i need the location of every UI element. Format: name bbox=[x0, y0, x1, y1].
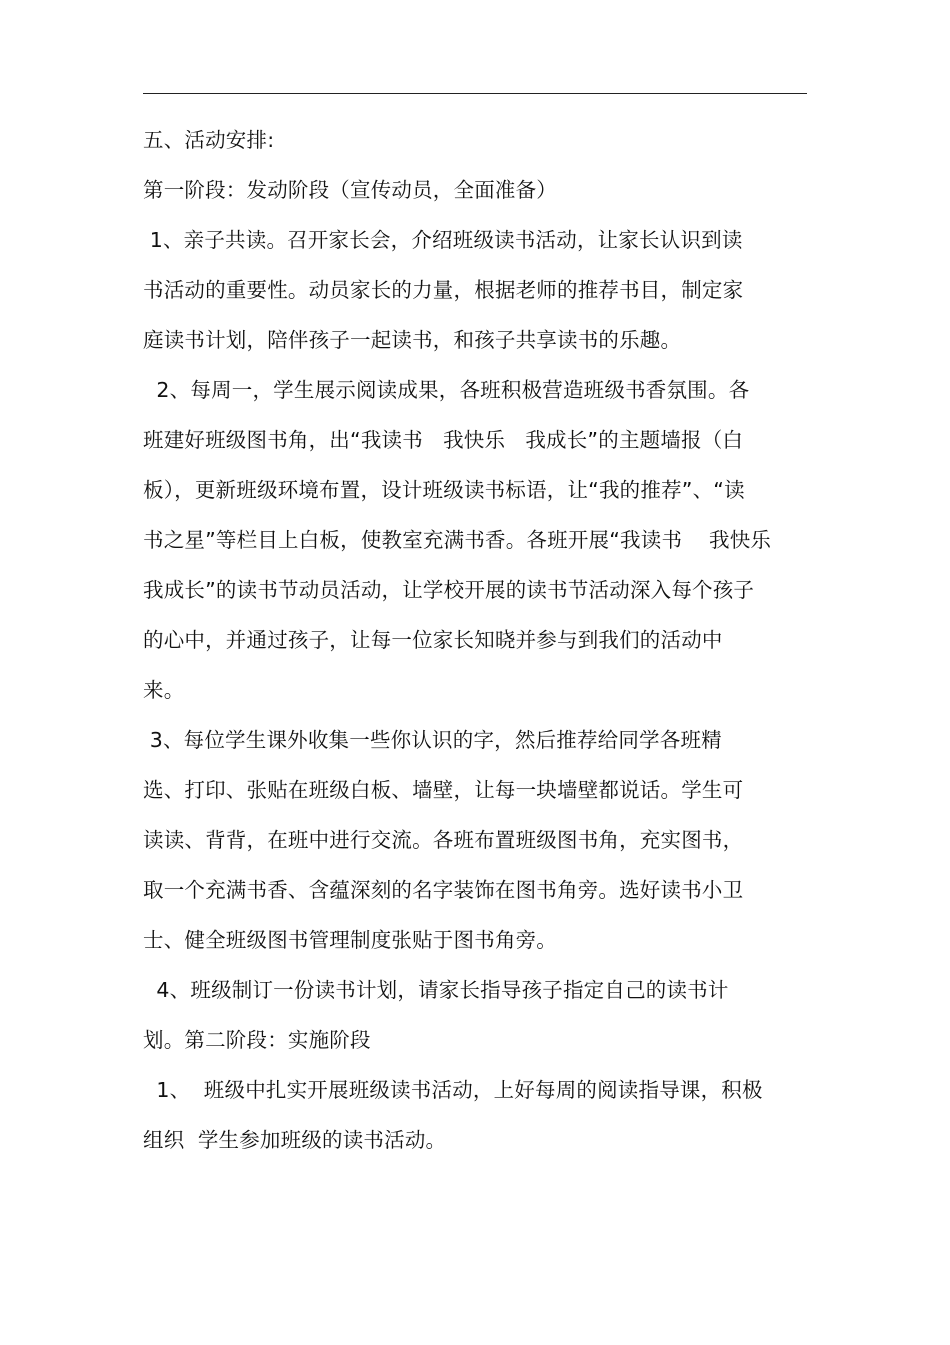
body-text bbox=[143, 122, 823, 1172]
paragraph-line: 3、每位学生课外收集一些你认识的字，然后推荐给同学各班精 bbox=[143, 728, 722, 752]
paragraph-line: 选、打印、张贴在班级白板、墙壁，让每一块墙壁都说话。学生可 bbox=[143, 778, 744, 802]
paragraph-line: 班建好班级图书角，出“我读书 我快乐 我成长”的主题墙报（白 bbox=[143, 428, 744, 452]
paragraph-line: 4、班级制订一份读书计划，请家长指导孩子指定自己的读书计 bbox=[143, 978, 729, 1002]
paragraph-line: 庭读书计划，陪伴孩子一起读书，和孩子共享读书的乐趣。 bbox=[143, 328, 682, 352]
paragraph-line: 组织 学生参加班级的读书活动。 bbox=[143, 1128, 447, 1152]
paragraph-line: 书之星”等栏目上白板，使教室充满书香。各班开展“我读书 我快乐 bbox=[143, 528, 772, 552]
paragraph-line: 1、 班级中扎实开展班级读书活动，上好每周的阅读指导课，积极 bbox=[143, 1078, 763, 1102]
paragraph-line: 读读、背背，在班中进行交流。各班布置班级图书角，充实图书， bbox=[143, 828, 744, 852]
paragraph-line: 来。 bbox=[143, 678, 185, 702]
paragraph-line: 取一个充满书香、含蕴深刻的名字装饰在图书角旁。选好读书小卫 bbox=[143, 878, 744, 902]
paragraph-line: 书活动的重要性。动员家长的力量，根据老师的推荐书目，制定家 bbox=[143, 278, 744, 302]
paragraph-line: 我成长”的读书节动员活动，让学校开展的读书节活动深入每个孩子 bbox=[143, 578, 755, 602]
header-rule bbox=[143, 93, 807, 94]
heading-phase-one: 第一阶段：发动阶段（宣传动员，全面准备） bbox=[143, 178, 557, 202]
paragraph-line: 板），更新班级环境布置，设计班级读书标语，让“我的推荐”、“读 bbox=[143, 478, 745, 502]
paragraph-line: 士、健全班级图书管理制度张贴于图书角旁。 bbox=[143, 928, 557, 952]
paragraph-line: 划。第二阶段：实施阶段 bbox=[143, 1028, 371, 1052]
heading-activity-arrangement: 五、活动安排: bbox=[143, 128, 275, 152]
paragraph-line: 2、每周一，学生展示阅读成果，各班积极营造班级书香氛围。各 bbox=[143, 378, 750, 402]
paragraph-line: 的心中，并通过孩子，让每一位家长知晓并参与到我们的活动中 bbox=[143, 628, 723, 652]
paragraph-line: 1、亲子共读。召开家长会，介绍班级读书活动，让家长认识到读 bbox=[143, 228, 743, 252]
